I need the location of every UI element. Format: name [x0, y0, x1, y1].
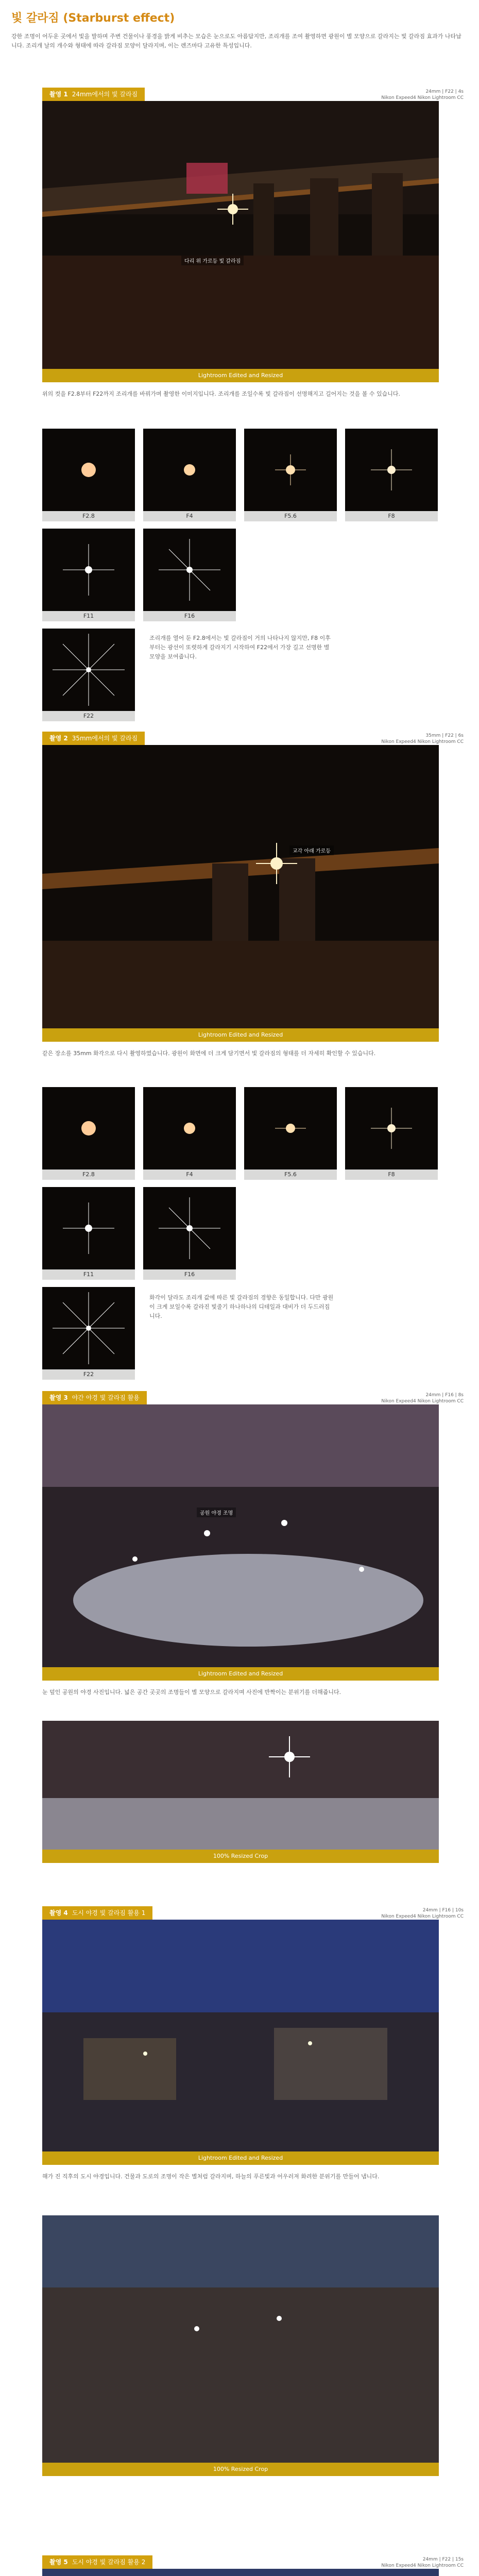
- section-badge: 촬영 5 도시 야경 빛 갈라짐 활용 2: [42, 2555, 152, 2569]
- section-caption: 같은 장소를 35mm 화각으로 다시 촬영하였습니다. 광원이 화면에 더 크게 담기면서 빛 갈라짐의 형태를 더 자세히 확인할 수 있습니다.: [42, 1050, 376, 1057]
- exif-info: 35mm | F22 | 6s Nikon Expeed4 Nikon Lightroom CC: [381, 733, 464, 744]
- aperture-thumb: F8: [345, 429, 438, 521]
- section-caption: 해가 진 직후의 도시 야경입니다. 건물과 도로의 조명이 작은 별처럼 갈라지며, 하늘의 푸른빛과 어우러져 화려한 분위기를 만들어 냅니다.: [42, 2173, 380, 2180]
- aperture-thumb: F2.8: [42, 429, 135, 521]
- exif-info: 24mm | F16 | 8s Nikon Expeed4 Nikon Lightroom CC: [381, 1393, 464, 1404]
- photo-strip: Lightroom Edited and Resized: [42, 1028, 439, 1042]
- photo-strip: Lightroom Edited and Resized: [42, 1667, 439, 1681]
- aperture-thumb: F4: [143, 429, 236, 521]
- aperture-thumb: F11: [42, 529, 135, 621]
- aperture-thumb: F22: [42, 629, 135, 721]
- aperture-thumb: F8: [345, 1087, 438, 1180]
- crop-photo: [42, 2215, 439, 2463]
- aperture-thumb: F5.6: [244, 1087, 337, 1180]
- main-photo: [42, 1920, 439, 2151]
- aperture-thumb: F4: [143, 1087, 236, 1180]
- aperture-thumb: F22: [42, 1287, 135, 1380]
- page-title: 빛 갈라짐 (Starburst effect): [11, 12, 175, 25]
- crop-photo: [42, 1721, 439, 1850]
- section-badge: 촬영 2 35mm에서의 빛 갈라짐: [42, 732, 145, 745]
- intro-text: 강한 조명이 어두운 곳에서 빛을 발하며 주변 건물이나 풍경을 밝게 비추는 모습은 눈으로도 아름답지만, 조리개를 조여 촬영하면 광원이 별 모양으로 갈라지는 빛 갈라짐 효과가 나타납니다. 조리개 날의 개수와 형태에 따라 갈라짐 모양이 달라지며, 이는 렌즈마다 고유한 특성입니다.: [11, 33, 461, 49]
- aperture-note: 조리개를 열어 둔 F2.8에서는 빛 갈라짐이 거의 나타나지 않지만, F8 이후부터는 광선이 또렷하게 갈라지기 시작하여 F22에서 가장 길고 선명한 별 모양을 보여줍니다.: [149, 635, 331, 660]
- aperture-note: 화각이 달라도 조리개 값에 따른 빛 갈라짐의 경향은 동일합니다. 다만 광원이 크게 보일수록 갈라진 빛줄기 하나하나의 디테일과 대비가 더 두드러집니다.: [149, 1294, 334, 1319]
- photo-tag: 교각 아래 가로등: [289, 845, 334, 855]
- crop-strip: 100% Resized Crop: [42, 1850, 439, 1863]
- main-photo: [42, 101, 439, 369]
- main-photo: [42, 745, 439, 1028]
- section-badge: 촬영 4 도시 야경 빛 갈라짐 활용 1: [42, 1906, 152, 1920]
- crop-strip: 100% Resized Crop: [42, 2463, 439, 2476]
- aperture-thumb: F2.8: [42, 1087, 135, 1180]
- main-photo: [42, 2569, 439, 2576]
- aperture-thumb: F11: [42, 1187, 135, 1280]
- photo-strip: Lightroom Edited and Resized: [42, 369, 439, 382]
- section-badge: 촬영 1 24mm에서의 빛 갈라짐: [42, 88, 145, 101]
- photo-tag: 공원 야경 조명: [197, 1507, 236, 1517]
- exif-info: 24mm | F22 | 15s Nikon Expeed4 Nikon Lightroom CC: [381, 2557, 464, 2568]
- aperture-thumb: F16: [143, 1187, 236, 1280]
- exif-info: 24mm | F16 | 10s Nikon Expeed4 Nikon Lightroom CC: [381, 1908, 464, 1919]
- main-photo: [42, 1404, 439, 1667]
- photo-strip: Lightroom Edited and Resized: [42, 2151, 439, 2165]
- section-caption: 눈 덮인 공원의 야경 사진입니다. 넓은 공간 곳곳의 조명들이 별 모양으로 갈라지며 사진에 반짝이는 분위기를 더해줍니다.: [42, 1689, 341, 1696]
- exif-info: 24mm | F22 | 4s Nikon Expeed4 Nikon Lightroom CC: [381, 89, 464, 100]
- aperture-thumb: F5.6: [244, 429, 337, 521]
- aperture-thumb: F16: [143, 529, 236, 621]
- section-caption: 위의 컷을 F2.8부터 F22까지 조리개를 바꿔가며 촬영한 이미지입니다. 조리개를 조일수록 빛 갈라짐이 선명해지고 길어지는 것을 볼 수 있습니다.: [42, 391, 401, 397]
- photo-tag: 다리 위 가로등 빛 갈라짐: [181, 256, 244, 265]
- section-badge: 촬영 3 야간 야경 빛 갈라짐 활용: [42, 1391, 147, 1404]
